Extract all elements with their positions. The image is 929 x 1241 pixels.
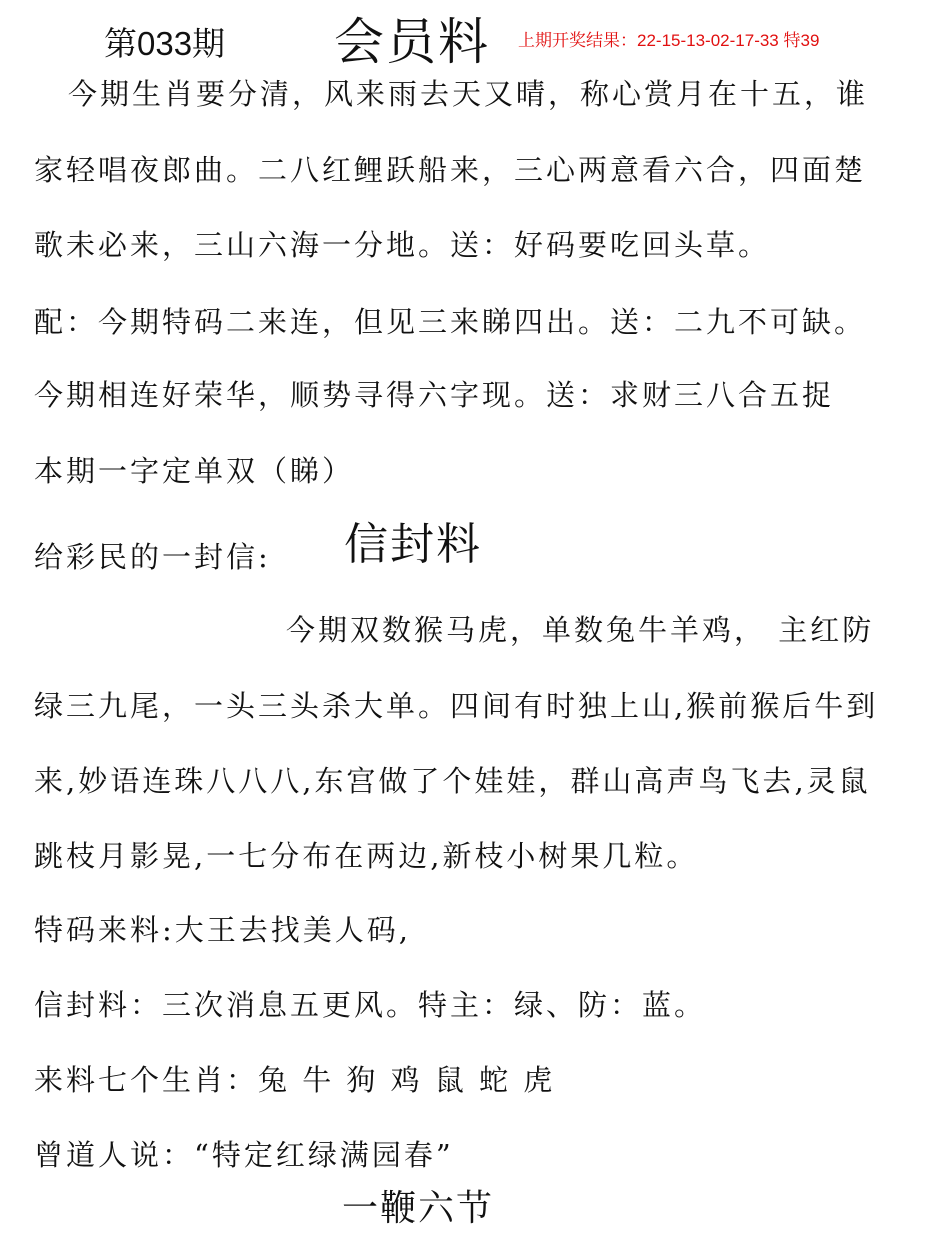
member-line: 配：今期特码二来连，但见三来睇四出。送：二九不可缺。 [34,305,867,339]
member-line: 今期生肖要分清，风来雨去天又晴，称心赏月在十五，谁 [68,77,869,111]
letter-label: 给彩民的一封信: [34,540,271,574]
envelope-line: 跳枝月影晃,一七分布在两边,新枝小树果几粒。 [34,839,699,873]
last-result: 上期开奖结果：22-15-13-02-17-33 特39 [518,31,820,50]
footer-text: 一鞭六节 [342,1188,495,1229]
envelope-summary-line: 信封料：三次消息五更风。特主：绿、防：蓝。 [34,988,707,1022]
special-code-line: 特码来料:大王去找美人码, [34,913,411,947]
member-title: 会员料 [334,13,490,71]
member-line: 本期一字定单双（睇） [34,454,355,488]
envelope-line: 来,妙语连珠八八八,东宫做了个娃娃，群山高声鸟飞去,灵鼠 [34,764,871,798]
envelope-line: 绿三九尾，一头三头杀大单。四间有时独上山,猴前猴后牛到 [34,689,879,723]
zodiac-line: 来料七个生肖：兔 牛 狗 鸡 鼠 蛇 虎 [34,1063,556,1097]
member-line: 今期相连好荣华，顺势寻得六字现。送：求财三八合五捉 [34,378,835,412]
member-line: 歌未必来，三山六海一分地。送：好码要吃回头草。 [34,228,771,262]
envelope-title: 信封料 [344,519,482,570]
member-line: 家轻唱夜郎曲。二八红鲤跃船来，三心两意看六合，四面楚 [34,153,867,187]
envelope-line: 今期双数猴马虎，单数兔牛羊鸡， 主红防 [286,613,875,647]
issue-number: 第033期 [104,25,226,62]
quote-line: 曾道人说：“特定红绿满园春” [34,1138,454,1172]
